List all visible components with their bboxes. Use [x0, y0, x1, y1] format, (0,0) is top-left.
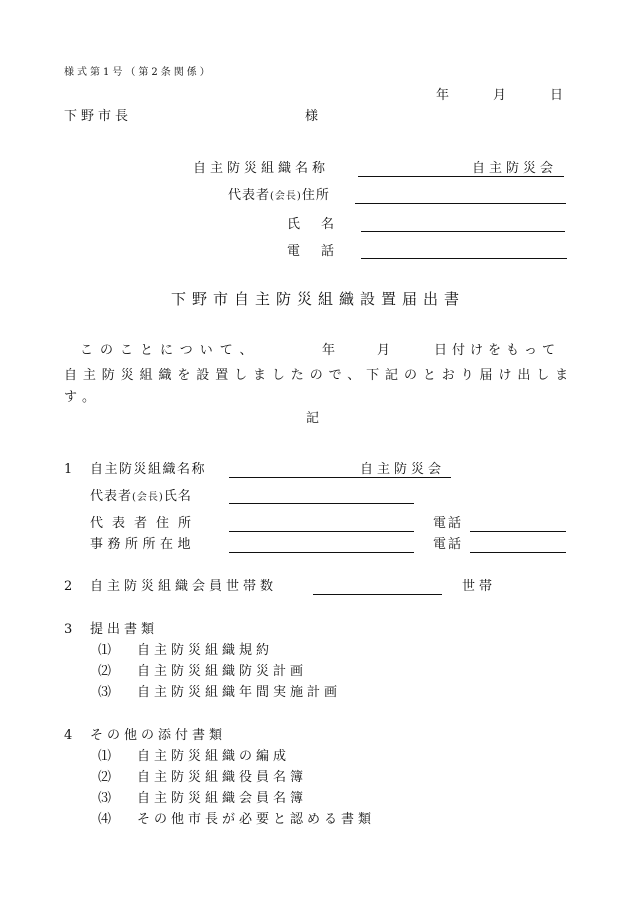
item3-docs-label: 提出書類: [90, 622, 159, 637]
item1-rep-phone-underline[interactable]: [470, 531, 566, 532]
item3-number: 3: [64, 622, 77, 637]
other-2-number: ⑵: [98, 770, 116, 785]
item1-org-name-underline: [229, 477, 451, 478]
addressee-name: 下野市長: [64, 109, 133, 124]
item1-rep-address-underline[interactable]: [229, 531, 414, 532]
item1-rep-phone-label: 電話: [433, 516, 464, 531]
date-month: 月: [493, 88, 511, 103]
item1-org-name-label: 自主防災組織名称: [90, 462, 207, 477]
doc-2-text: 自主防災組織防災計画: [137, 664, 308, 679]
form-label: 様式第1号（第2条関係）: [64, 67, 213, 78]
item1-rep-name-label: [90, 490, 192, 503]
body-line1-end: 日付けをもって: [434, 343, 561, 358]
ki-heading: 記: [306, 411, 324, 426]
item2-members-label: 自主防災組織会員世帯数: [90, 579, 278, 594]
other-1-number: ⑴: [98, 749, 116, 764]
applicant-org-name-underline: [358, 176, 564, 177]
item4-number: 4: [64, 728, 77, 743]
doc-3-number: ⑶: [98, 685, 116, 700]
other-4-number: ⑷: [98, 812, 116, 827]
rep-name-part: 代表者: [90, 489, 133, 504]
rep-label-kaicho: (会長): [270, 191, 302, 202]
item2-members-unit: 世帯: [462, 579, 497, 594]
body-line1-year: 年: [322, 343, 340, 358]
doc-3-text: 自主防災組織年間実施計画: [137, 685, 342, 700]
item1-office-underline[interactable]: [229, 552, 414, 553]
item1-office-phone-underline[interactable]: [470, 552, 566, 553]
item1-rep-name-underline[interactable]: [229, 503, 414, 504]
rep-name-name: 氏名: [163, 489, 192, 504]
applicant-rep-address-underline[interactable]: [355, 203, 566, 204]
other-2-text: 自主防災組織役員名簿: [137, 770, 308, 785]
item1-office-label: 事務所所在地: [90, 537, 196, 552]
addressee-honorific: 様: [305, 109, 323, 124]
body-line3: す。: [64, 390, 101, 405]
rep-name-kaicho: (会長): [132, 492, 164, 503]
doc-1-number: ⑴: [98, 643, 116, 658]
document-title: 下野市自主防災組織設置届出書: [171, 290, 466, 308]
applicant-phone-underline[interactable]: [361, 258, 567, 259]
body-line1-month: 月: [377, 343, 395, 358]
date-day: 日: [550, 88, 568, 103]
applicant-name-underline[interactable]: [361, 231, 565, 232]
other-1-text: 自主防災組織の編成: [137, 749, 291, 764]
applicant-name-label: 氏 名: [287, 217, 339, 232]
applicant-org-name-label: 自主防災組織名称: [193, 161, 330, 176]
item1-number: 1: [64, 462, 77, 477]
applicant-phone-label: 電 話: [287, 244, 339, 259]
item1-org-name-value: 自主防災会: [360, 462, 446, 477]
body-line2: 自主防災組織を設置しましたので、下記のとおり届け出しま: [64, 368, 575, 383]
item2-members-underline[interactable]: [313, 594, 442, 595]
item4-other-label: その他の添付書類: [90, 728, 227, 743]
other-3-text: 自主防災組織会員名簿: [137, 791, 308, 806]
other-4-text: その他市長が必要と認める書類: [137, 812, 376, 827]
rep-label-address: 住所: [301, 188, 330, 203]
applicant-rep-address-label: [228, 189, 330, 202]
body-line1-start: このことについて、: [80, 343, 260, 358]
doc-2-number: ⑵: [98, 664, 116, 679]
rep-label-part: 代表者: [228, 188, 271, 203]
item2-number: 2: [64, 579, 77, 594]
item1-rep-address-label: 代表者住所: [90, 516, 201, 531]
other-3-number: ⑶: [98, 791, 116, 806]
doc-1-text: 自主防災組織規約: [137, 643, 274, 658]
date-year: 年: [436, 88, 454, 103]
item1-office-phone-label: 電話: [433, 537, 464, 552]
applicant-org-name-value: 自主防災会: [472, 161, 558, 176]
